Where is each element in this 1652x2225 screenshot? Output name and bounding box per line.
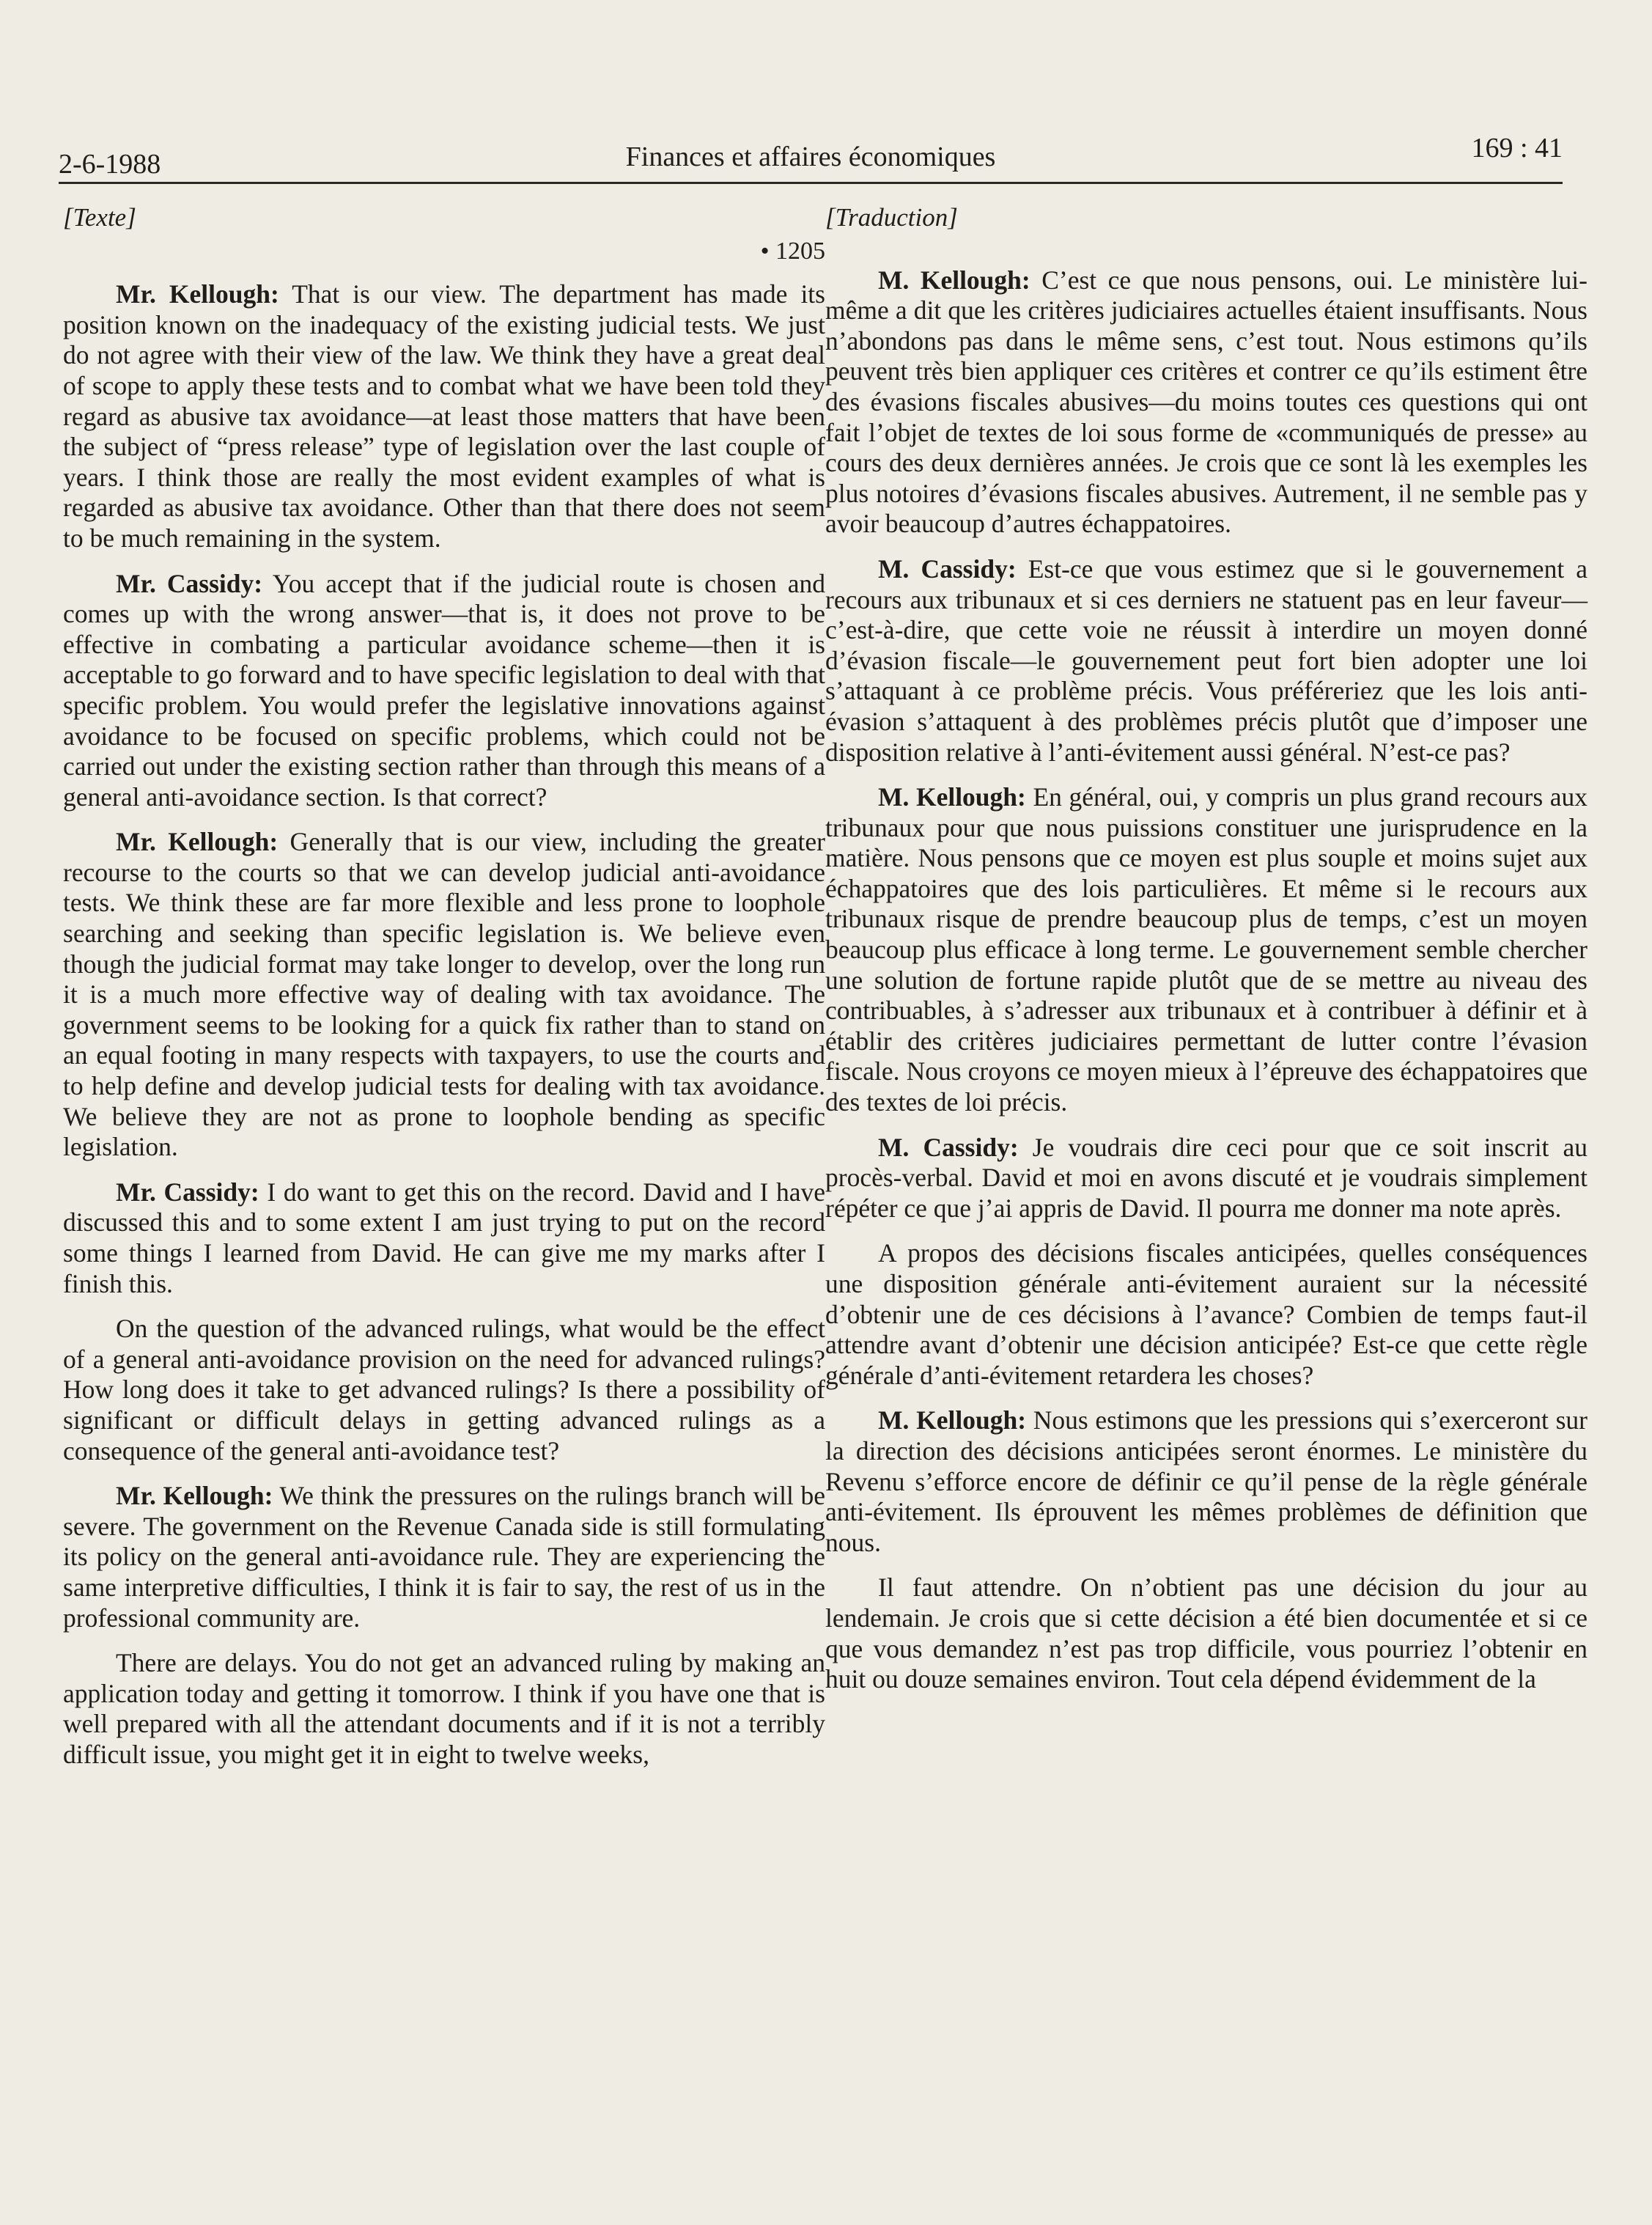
paragraph	[63, 827, 825, 1163]
paragraph	[825, 265, 1588, 540]
paragraph	[63, 1648, 825, 1770]
section-label-texte: [Texte]	[63, 203, 136, 232]
paragraph	[825, 1133, 1588, 1224]
english-column	[63, 202, 825, 1785]
paragraph	[825, 554, 1588, 768]
paragraph	[825, 1573, 1588, 1694]
paragraph-text: C’est ce que nous pensons, oui. Le ministère lui-même a dit que les critères judiciaires actuelles étaient insuffisants. Nous n’abondons pas dans le même sens, c’est tout. Nous estimons qu’ils peuvent très bien appliquer ces critères et contrer ce qu’ils estiment être des évasions fiscales abusives—du moins toutes ces questions qui ont fait l’objet de textes de loi sous forme de «communiqués de presse» au cours des deux dernières années. Je crois que ce sont là les exemples les plus notoires d’évasions fiscales abusives. Autrement, il ne semble pas y avoir beaucoup d’autres échappatoires.	[825, 265, 1588, 539]
header-title: Finances et affaires économiques	[625, 141, 996, 172]
speaker-name: Mr. Cassidy:	[116, 568, 263, 598]
paragraph-text: You accept that if the judicial route is chosen and comes up with the wrong answer—that is, it does not prove to be effective in combating a particular avoidance scheme—then it is acceptable to go forward and to have specific legislation to deal with that specific problem. You would prefer the legislative innovations against avoidance to be focused on specific problems, which could not be carried out under the existing section rather than through this means of a general anti-avoidance section. Is that correct?	[63, 568, 825, 812]
paragraph	[63, 569, 825, 813]
speaker-name: M. Kellough:	[878, 1405, 1027, 1435]
paragraph	[63, 1177, 825, 1299]
time-marker: • 1205	[760, 237, 825, 265]
header-date: 2-6-1988	[59, 149, 161, 180]
header-page-number: 169 : 41	[1471, 133, 1563, 163]
paragraph-text: Generally that is our view, including the greater recourse to the courts so that we can develop judicial anti-avoidance tests. We think these are far more flexible and less prone to loophole searching and seeking than specific legislation is. We believe even though the judicial format may take longer to develop, over the long run it is a much more effective way of dealing with tax avoidance. The government seems to be looking for a quick fix rather than to stand on an equal footing in many respects with taxpayers, to use the courts and to help define and develop judicial tests for dealing with tax avoidance. We believe they are not as prone to loophole bending as specific legislation.	[63, 827, 825, 1162]
section-label-traduction: [Traduction]	[825, 203, 958, 232]
paragraph-text: A propos des décisions fiscales anticipées, quelles conséquences une disposition générale anti-évitement auraient sur la nécessité d’obtenir une de ces décisions à l’avance? Combien de temps faut-il attendre avant d’obtenir une décision anticipée? Est-ce que cette règle générale d’anti-évitement retardera les choses?	[825, 1238, 1588, 1390]
paragraph	[825, 1405, 1588, 1558]
speaker-name: Mr. Kellough:	[116, 1481, 273, 1511]
french-column	[825, 202, 1588, 1710]
paragraph	[825, 1238, 1588, 1391]
speaker-name: M. Cassidy:	[878, 1132, 1019, 1162]
paragraph-text: We think the pressures on the rulings branch will be severe. The government on the Revenue Canada side is still formulating its policy on the general anti-avoidance rule. They are experiencing the same interpretive difficulties, I think it is fair to say, the rest of us in the professional community are.	[63, 1481, 825, 1633]
speaker-name: Mr. Kellough:	[116, 279, 279, 309]
paragraph-text: Est-ce que vous estimez que si le gouvernement a recours aux tribunaux et si ces derniers ne statuent pas en leur faveur—c’est-à-dire, que cette voie ne réussit à interdire un moyen donné d’évasion fiscale—le gouvernement peut fort bien adopter une loi s’attaquant à ce problème précis. Vous préféreriez que les lois anti-évasion s’attaquent à des problèmes précis plutôt que d’imposer une disposition relative à l’anti-évitement aussi général. N’est-ce pas?	[825, 554, 1588, 767]
speaker-name: M. Kellough:	[878, 265, 1030, 295]
paragraph	[63, 1481, 825, 1633]
speaker-name: M. Kellough:	[878, 782, 1026, 812]
paragraph	[63, 279, 825, 554]
paragraph-text: En général, oui, y compris un plus grand recours aux tribunaux pour que nous puissions constituer une jurisprudence en la matière. Nous pensons que ce moyen est plus souple et moins sujet aux échappatoires que des lois particulières. Et même si le recours aux tribunaux risque de prendre beaucoup plus de temps, c’est un moyen beaucoup plus efficace à long terme. Le gouvernement semble chercher une solution de fortune rapide plutôt que de se mettre au niveau des contribuables, à s’adresser aux tribunaux et à contribuer à définir et à établir des critères judiciaires permettant de lutter contre l’évasion fiscale. Nous croyons ce moyen mieux à l’épreuve des échappatoires que des textes de loi précis.	[825, 782, 1588, 1117]
paragraph-text: I do want to get this on the record. David and I have discussed this and to some extent I am just trying to put on the record some things I learned from David. He can give me my marks after I finish this.	[63, 1177, 826, 1298]
paragraph-text: On the question of the advanced rulings, what would be the effect of a general anti-avoidance provision on the need for advanced rulings? How long does it take to get advanced rulings? Is there a possibility of significant or difficult delays in getting advanced rulings as a consequence of the general anti-avoidance test?	[63, 1314, 825, 1465]
page-header	[59, 125, 1563, 184]
paragraph-text: There are delays. You do not get an advanced ruling by making an application today and getting it tomorrow. I think if you have one that is well prepared with all the attendant documents and if it is not a terribly difficult issue, you might get it in eight to twelve weeks,	[63, 1648, 825, 1769]
speaker-name: Mr. Cassidy:	[116, 1177, 259, 1207]
paragraph-text: Nous estimons que les pressions qui s’exerceront sur la direction des décisions anticipées seront énormes. Le ministère du Revenu s’efforce encore de définir ce qu’il pense de la règle générale anti-évitement. Ils éprouvent les mêmes problèmes de définition que nous.	[825, 1405, 1588, 1557]
speaker-name: M. Cassidy:	[878, 554, 1017, 584]
paragraph-text: That is our view. The department has made its position known on the inadequacy of the existing judicial tests. We just do not agree with their view of the law. We think they have a great deal of scope to apply these tests and to combat what we have been told they regard as abusive tax avoidance—at least those matters that have been the subject of “press release” type of legislation over the last couple of years. I think those are really the most evident examples of what is regarded as abusive tax avoidance. Other than that there does not seem to be much remaining in the system.	[63, 279, 825, 553]
paragraph-text: Il faut attendre. On n’obtient pas une décision du jour au lendemain. Je crois que si cette décision a été bien documentée et si ce que vous demandez n’est pas trop difficile, vous pourriez l’obtenir en huit ou douze semaines environ. Tout cela dépend évidemment de la	[825, 1573, 1588, 1694]
paragraph	[825, 782, 1588, 1118]
paragraph	[63, 1314, 825, 1466]
speaker-name: Mr. Kellough:	[116, 827, 279, 857]
paragraph-text: Je voudrais dire ceci pour que ce soit inscrit au procès-verbal. David et moi en avons discuté et je voudrais simplement répéter ce que j’ai appris de David. Il pourra me donner ma note après.	[825, 1132, 1588, 1223]
